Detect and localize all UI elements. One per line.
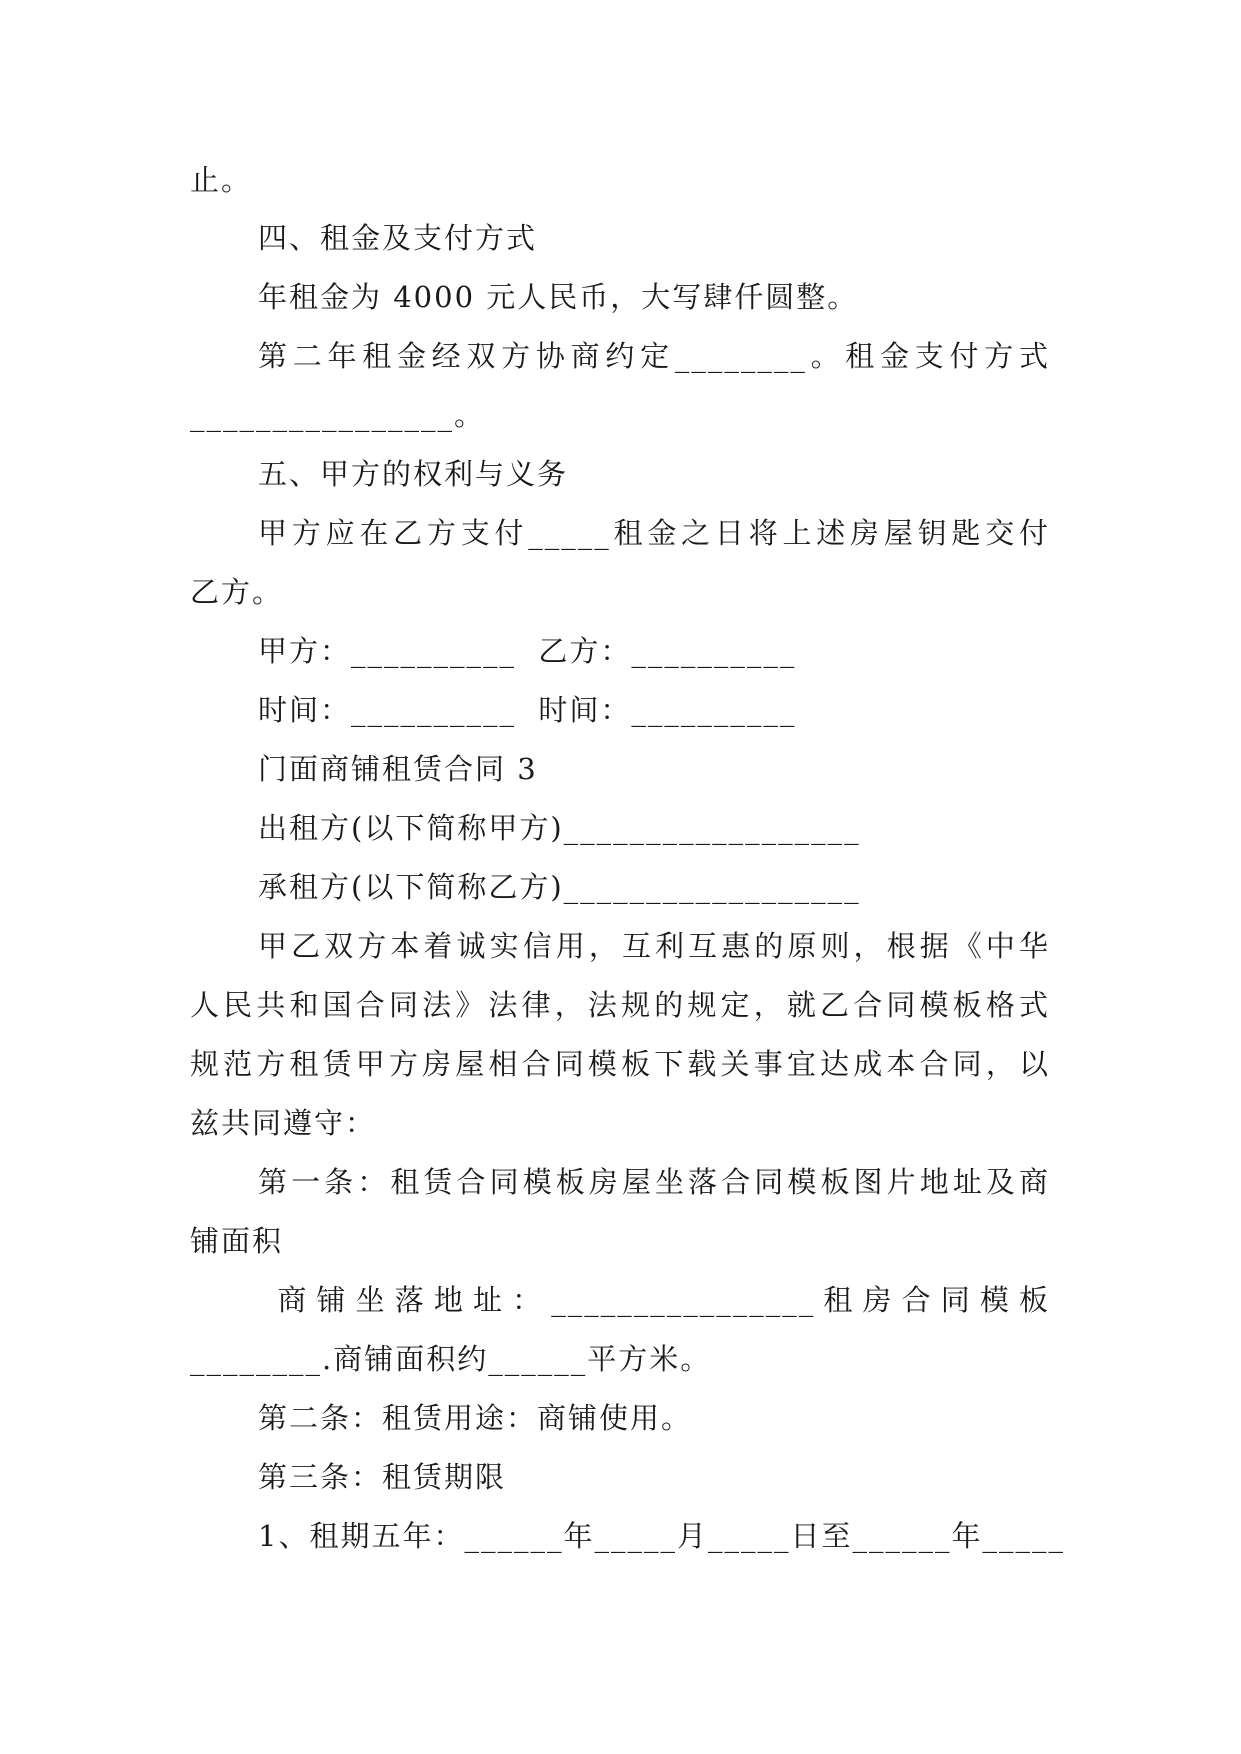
article-heading: 第一条：租赁合同模板房屋坐落合同模板图片地址及商 bbox=[258, 1165, 1050, 1199]
paragraph-line: 甲方应在乙方支付_____租金之日将上述房屋钥匙交付 bbox=[258, 516, 1050, 550]
lessor-line: 出租方(以下简称甲方)__________________ bbox=[258, 811, 861, 845]
paragraph-line: 年租金为 4000 元人民币，大写肆仟圆整。 bbox=[258, 280, 859, 314]
signature-line: 甲方：__________ 乙方：__________ bbox=[258, 634, 797, 668]
paragraph-line: 乙方。 bbox=[190, 575, 284, 609]
paragraph-line: 兹共同遵守： bbox=[190, 1106, 377, 1140]
term-line: 1、租期五年：______年_____月_____日至______年_____ bbox=[258, 1519, 1065, 1553]
article-line: 第二条：租赁用途：商铺使用。 bbox=[258, 1401, 693, 1435]
paragraph-line: 铺面积 bbox=[190, 1224, 284, 1258]
paragraph-line: ________________。 bbox=[190, 398, 486, 432]
address-line: 商铺坐落地址：________________租房合同模板 bbox=[258, 1283, 1050, 1317]
document-title: 门面商铺租赁合同 3 bbox=[258, 752, 538, 786]
paragraph-line: 规范方租赁甲方房屋相合同模板下载关事宜达成本合同，以 bbox=[190, 1047, 1050, 1081]
date-line: 时间：__________ 时间：__________ bbox=[258, 693, 797, 727]
paragraph-line: 第二年租金经双方协商约定________。租金支付方式 bbox=[258, 339, 1050, 373]
article-heading: 第三条：租赁期限 bbox=[258, 1460, 507, 1494]
section-heading: 四、租金及支付方式 bbox=[258, 221, 538, 255]
paragraph-line: 甲乙双方本着诚实信用，互利互惠的原则，根据《中华 bbox=[258, 929, 1050, 963]
paragraph-line: 人民共和国合同法》法律，法规的规定，就乙合同模板格式 bbox=[190, 988, 1050, 1022]
section-heading: 五、甲方的权利与义务 bbox=[258, 457, 569, 491]
paragraph-line: 止。 bbox=[190, 163, 253, 197]
area-line: ________.商铺面积约______平方米。 bbox=[190, 1342, 712, 1376]
lessee-line: 承租方(以下简称乙方)__________________ bbox=[258, 870, 861, 904]
